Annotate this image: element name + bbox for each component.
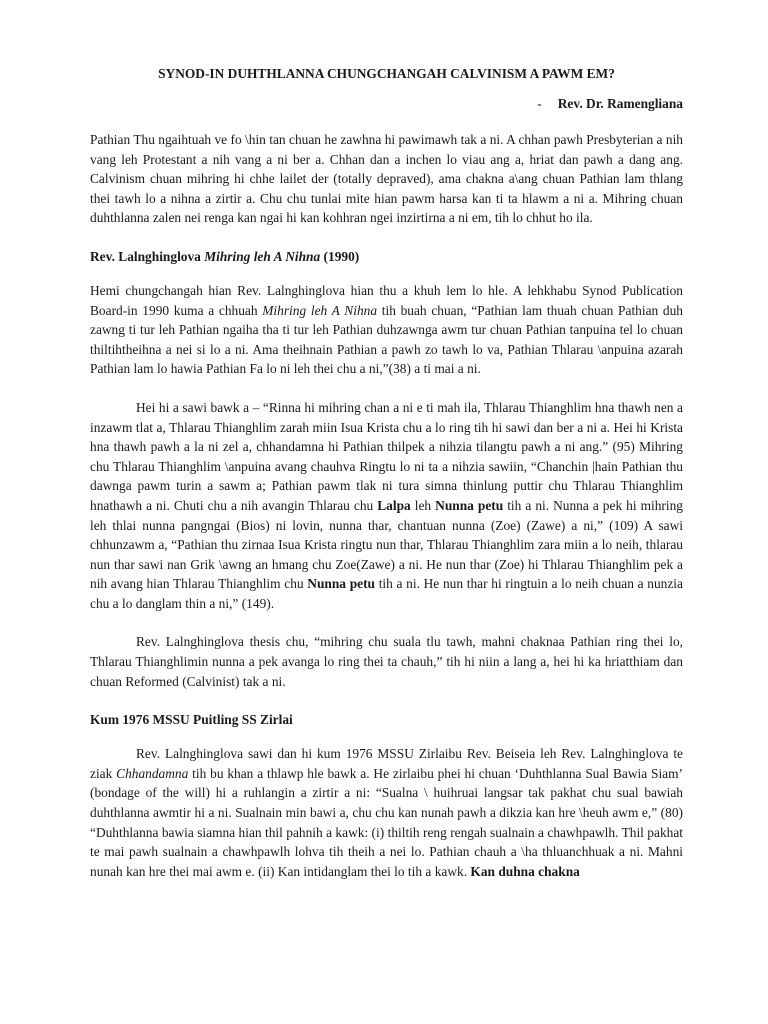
author-line: [90, 96, 683, 112]
section-heading-mssu: Kum 1976 MSSU Puitling SS Zirlai: [90, 712, 293, 728]
document-title: SYNOD-IN DUHTHLANNA CHUNGCHANGAH CALVINISM A PAWM EM?: [158, 66, 615, 81]
section1-paragraph-1: Hemi chungchangah hian Rev. Lalnghinglova hian thu a khuh lem lo hle. A lehkhabu Synod Publication Board-in 1990 kuma a chhuah Mihring leh A Nihna tih buah chuan, “Pathian lam thuah chuan Pathian duh zawng ti tur leh Pathian ngaiha tha ti tur leh Pathian duhzawnga awm tur chuan Pathian tanpuina tel lo chuan thiltihtheihna a nei si lo a ni. Ama theihnain Pathian a pawh zo tawh lo va, Pathian Thlarau \anpuina azarah Pathian lam lo hawia Pathian Fa lo ni leh thei chu a ni,”(38) a ti mai a ni.: [90, 282, 683, 377]
section1-paragraph-2: Hei hi a sawi bawk a – “Rinna hi mihring chan a ni e ti mah ila, Thlarau Thianghlim hna thawh nen a inzawm tlat a, Thlarau Thianghlim zarah miin Isua Krista chu a lo ring tih hi sawi dan ber a ni a. Hei hi Krista hna thawh pawh a la ni zel a, chhandamna hi Pathian thilpek a nihzia tilangtu pawh a ni ang.” (95) Mihring chu Thlarau Thianghlim \anpuina avang chauhva Ringtu lo ni ta a nihzia sawiin, “Chanchin |hain Pathian thu dawnga pawm turin a sawm a; Pathian pawm tlak ni tura simna thinlung puttir chu Thlarau Thianghlim hnathawh a ni. Chuti chu a nih avangin Thlarau chu Lalpa leh Nunna petu tih a ni. Nunna a pek hi mihring leh thlai nunna pangngai (Bios) ni lovin, nunna thar, chantuan nunna (Zoe) (Zawe) a ni,” (109) A sawi chhunzawm a, “Pathian thu zirnaa Isua Krista ringtu nun thar, Thlarau Thianghlim zara miin a lo neih, thlarau nun thar sawi nan Grik \awng an hmang chu Zoe(Zawe) a ni. He nun thar (Zoe) hi Thlarau Thianghlim pek a nih avang hian Thlarau Thianghlim chu Nunna petu tih a ni. He nun thar hi ringtuin a lo neih chuan a nunzia chu a lo danglam thin a ni,” (149).: [90, 399, 683, 611]
author-name: Rev. Dr. Ramengliana: [557, 96, 683, 111]
intro-paragraph: Pathian Thu ngaihtuah ve fo \hin tan chuan he zawhna hi pawimawh tak a ni. A chhan pawh Presbyterian a nih vang leh Protestant a nih vang a ni ber a. Chhan dan a inchen lo viau ang a, hriat dan pawh a dang ang. Calvinism chuan mihring hi chhe lailet der (totally depraved), ama chakna a\ang chuan Pathian lam thlang thei tawh lo a nihna a zirtir a. Chu chu tunlai mite hian pawm harsa kan ti ta hlawm a ni a. Mihring chuan duhthlanna zalen nei renga kan ngai hi kan kohhran ngei inzirtirna a ni em, tih lo chhut ho ila.: [90, 132, 683, 226]
author-dash: -: [537, 96, 542, 111]
section1-paragraph-3: Rev. Lalnghinglova thesis chu, “mihring chu suala tlu tawh, mahni chaknaa Pathian ring thei lo, Thlarau Thianghlimin nunna a pek avanga lo ring thei ta chauh,” tih hi niin a lang a, hei hi ka hriatthiam dan chuan Reformed (Calvinist) tak a ni.: [90, 634, 683, 689]
section-heading-lalnghinglova: Rev. Lalnghinglova Mihring leh A Nihna (1990): [90, 248, 360, 264]
section2-paragraph-1: Rev. Lalnghinglova sawi dan hi kum 1976 MSSU Zirlaibu Rev. Beiseia leh Rev. Lalnghinglova te ziak Chhandamna tih bu khan a thlawp hle bawk a. He zirlaibu phei hi chuan ‘Duhthlanna Sual Bawia Siam’ (bondage of the will) hi a ruhlangin a zirtir a ni: “Sualna \ huihruai langsar tak pakhat chu sual bawiah duhthlanna awmtir hi a ni. Sualnain min bawi a, chu chu kan nunah pawh a dikzia kan hre \heuh awm e,” (80) “Duhthlanna bawia siamna hian thil pahnih a kawk: (i) thiltih reng rengah sualnain a chawhpawlh. Thil pakhat te mai pawh sualnain a chawhpawlh lohva tih theih a nei lo. Pathian chauh a \ha thluanchhuak a ni. Mahni nunah kan hre thei mai awm e. (ii) Kan intidanglam thei lo tih a kawk. Kan duhna chakna: [90, 746, 683, 879]
